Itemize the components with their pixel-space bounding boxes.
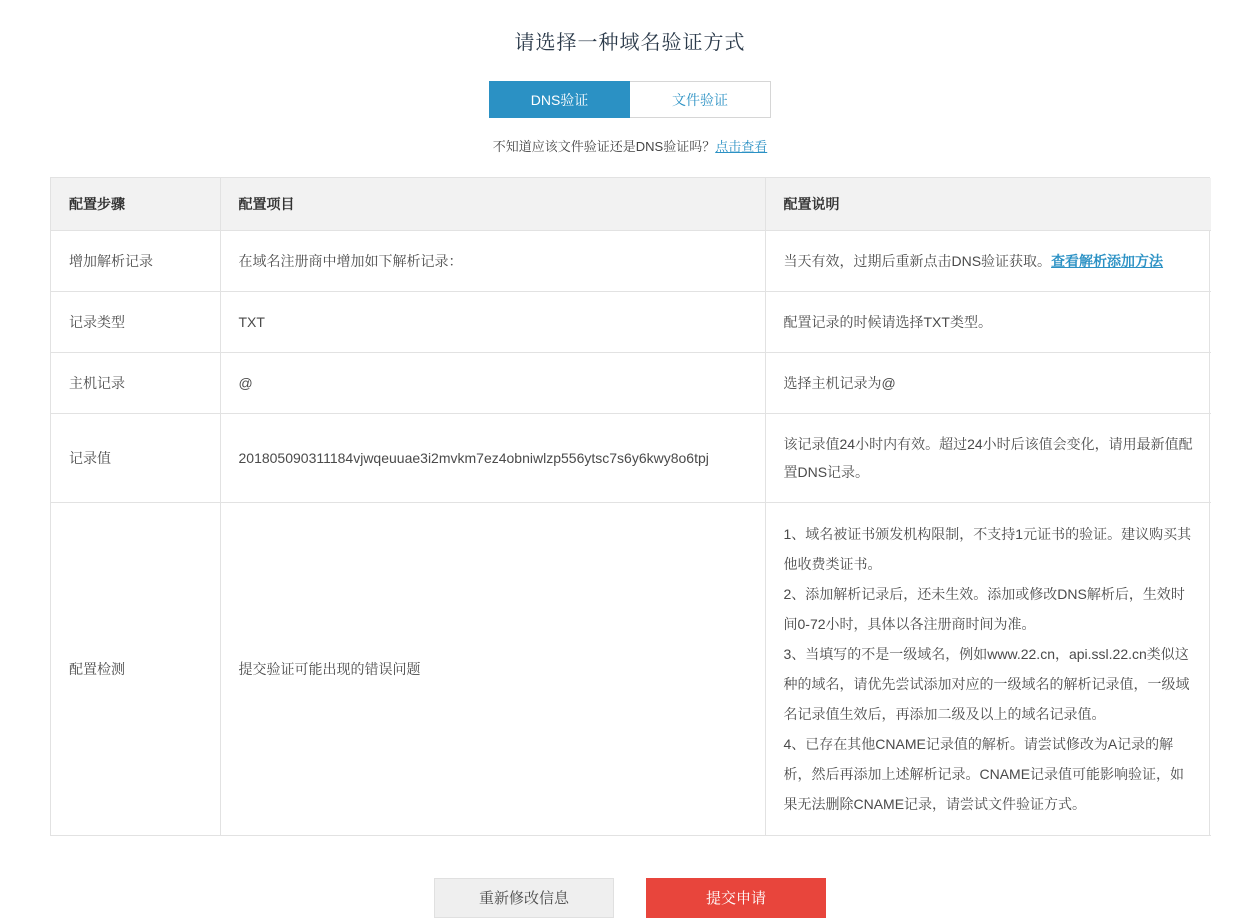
row-item: 在域名注册商中增加如下解析记录： xyxy=(220,231,765,292)
hint-link[interactable]: 点击查看 xyxy=(715,139,768,154)
config-table xyxy=(51,178,1211,836)
row-note: 配置记录的时候请选择TXT类型。 xyxy=(765,292,1211,353)
hint-text: 不知道应该文件验证还是DNS验证吗？ xyxy=(492,139,716,154)
row-step: 增加解析记录 xyxy=(51,231,220,292)
page-title: 请选择一种域名验证方式 xyxy=(514,32,746,54)
header-item: 配置项目 xyxy=(220,178,765,231)
error-item: 3、当填写的不是一级域名，例如www.22.cn，api.ssl.22.cn类似这种的域名，请优先尝试添加对应的一级域名的解析记录值，一级域名记录值生效后，再添加二级及以上的域名记录值。 xyxy=(783,646,1190,722)
table-row xyxy=(51,414,1211,503)
row-item: 提交验证可能出现的错误问题 xyxy=(220,503,765,836)
table-row xyxy=(51,292,1211,353)
row-note: 该记录值24小时内有效。超过24小时后该值会变化，请用最新值配置DNS记录。 xyxy=(765,414,1211,503)
edit-info-button[interactable]: 重新修改信息 xyxy=(434,878,614,918)
row-step: 记录值 xyxy=(51,414,220,503)
header-step: 配置步骤 xyxy=(51,178,220,231)
row-item: TXT xyxy=(220,292,765,353)
table-row xyxy=(51,353,1211,414)
row-step: 主机记录 xyxy=(51,353,220,414)
tab-file-verification[interactable]: 文件验证 xyxy=(630,81,771,118)
action-buttons xyxy=(0,878,1260,918)
row-note-text: 当天有效，过期后重新点击DNS验证获取。 xyxy=(783,253,1052,269)
row-item: @ xyxy=(220,353,765,414)
verification-hint xyxy=(0,136,1260,155)
row-note-link[interactable]: 查看解析添加方法 xyxy=(1051,253,1164,269)
submit-application-button[interactable]: 提交申请 xyxy=(646,878,826,918)
error-item: 4、已存在其他CNAME记录值的解析。请尝试修改为A记录的解析，然后再添加上述解析记录。CNAME记录值可能影响验证，如果无法删除CNAME记录，请尝试文件验证方式。 xyxy=(783,736,1185,812)
table-header-row xyxy=(51,178,1211,231)
row-note xyxy=(765,231,1211,292)
error-item: 2、添加解析记录后，还未生效。添加或修改DNS解析后，生效时间0-72小时，具体以各注册商时间为准。 xyxy=(783,586,1185,632)
error-item: 1、域名被证书颁发机构限制，不支持1元证书的验证。建议购买其他收费类证书。 xyxy=(783,526,1192,572)
tab-dns-verification[interactable]: DNS验证 xyxy=(489,81,630,118)
row-note: 选择主机记录为@ xyxy=(765,353,1211,414)
row-item-record-value[interactable]: 201805090311184vjwqeuuae3i2mvkm7ez4obniwlzp556ytsc7s6y6kwy8o6tpj xyxy=(220,414,765,503)
row-note-error-list xyxy=(765,503,1211,836)
table-row xyxy=(51,503,1211,836)
header-note: 配置说明 xyxy=(765,178,1211,231)
config-table-wrapper xyxy=(50,177,1210,836)
table-row xyxy=(51,231,1211,292)
verification-method-tabs xyxy=(0,81,1260,118)
row-step: 记录类型 xyxy=(51,292,220,353)
row-step: 配置检测 xyxy=(51,503,220,836)
